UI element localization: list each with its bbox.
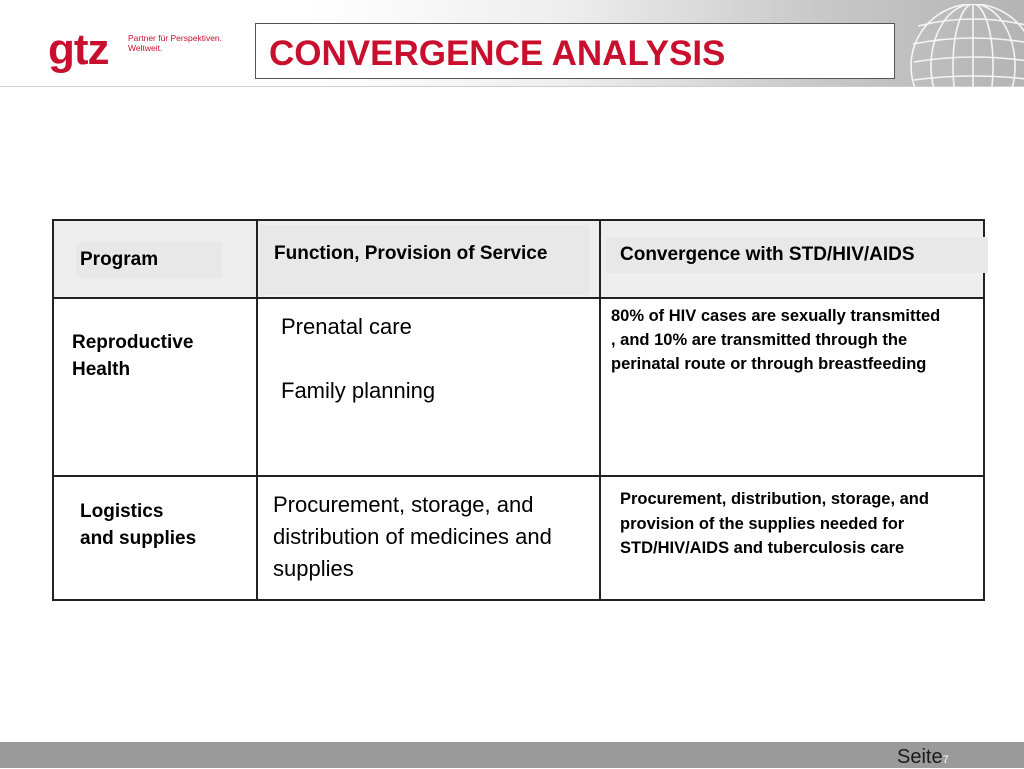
column-header-function: Function, Provision of Service (274, 243, 548, 264)
tagline-line-2: Weltweit. (128, 43, 163, 53)
row1-function-item-2: Family planning (281, 378, 436, 403)
column-divider-1 (256, 221, 258, 599)
page-label (897, 746, 949, 769)
row1-program: Reproductive Health (72, 332, 194, 380)
column-header-convergence: Convergence with STD/HIV/AIDS (620, 244, 915, 265)
logo-tagline (128, 33, 222, 53)
title-box (255, 23, 895, 79)
page-label-text: Seite (897, 746, 943, 768)
header-divider (0, 86, 1024, 87)
row2-convergence: Procurement, distribution, storage, and provision of the supplies needed for STD/HIV/AIDS and tuberculosis care (620, 490, 929, 557)
row-divider-2 (54, 475, 983, 477)
row1-convergence: 80% of HIV cases are sexually transmitted , and 10% are transmitted through the perinatal route or through breastfeeding (611, 307, 941, 373)
tagline-line-1: Partner für Perspektiven. (128, 33, 223, 43)
row2-function: Procurement, storage, and distribution of medicines and supplies (273, 492, 552, 581)
row1-function-item-1: Prenatal care (281, 314, 412, 339)
column-header-program: Program (80, 249, 159, 270)
row2-program: Logistics and supplies (80, 501, 197, 549)
page-title: CONVERGENCE ANALYSIS (269, 34, 726, 73)
gtz-logo: gtz (48, 25, 109, 74)
footer-bar (0, 742, 1024, 768)
globe-icon (898, 4, 1024, 90)
page-number: 7 (942, 754, 949, 766)
column-divider-2 (599, 221, 601, 599)
convergence-table (52, 219, 985, 601)
